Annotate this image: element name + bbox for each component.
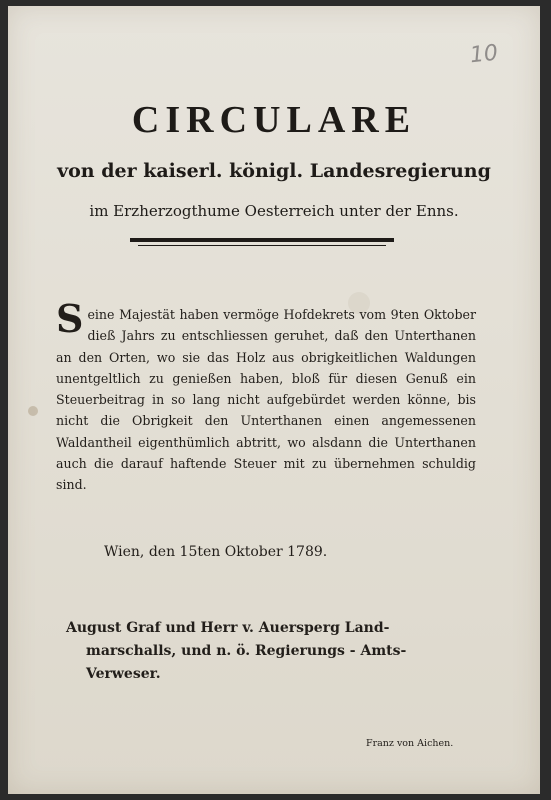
document-page — [8, 6, 540, 794]
divider-rule — [130, 238, 394, 242]
drop-cap: S — [56, 296, 84, 341]
signature-line-1: August Graf und Herr v. Auersperg Land- — [66, 620, 390, 636]
divider-rule-thin — [138, 245, 386, 246]
archive-number: 10 — [468, 40, 500, 69]
issuer-line-2: im Erzherzogthume Oesterreich unter der Enns. — [89, 202, 459, 220]
decree-body: eine Majestät haben vermöge Hofdekrets vom 9ten Oktober dieß Jahrs zu entschliessen geruhet, daß den Unterthanen an den Orten, wo sie das Holz aus obrigkeitlichen Waldungen unentgeltlich zu genießen haben, bloß für diesen Genuß ein Steuerbeitrag in so lang nicht aufgebürdet werden könne, bis nicht die Obrigkeit den Unterthanen einen angemessenen Waldantheil eigenthümlich abtritt, wo alsdann die Unterthanen auch die darauf haftende Steuer mit zu übernehmen schuldig sind. — [56, 307, 476, 493]
dateline: Wien, den 15ten Oktober 1789. — [104, 544, 328, 560]
signature-line-3: Verweser. — [86, 666, 161, 682]
countersignature: Franz von Aichen. — [366, 738, 454, 749]
decree-text — [56, 296, 476, 496]
signature-line-2: marschalls, und n. ö. Regierungs - Amts- — [86, 643, 407, 659]
issuer-line-1: von der kaiserl. königl. Landesregierung — [57, 160, 491, 182]
document-title: CIRCULARE — [131, 99, 417, 141]
paper-stain — [28, 406, 38, 416]
